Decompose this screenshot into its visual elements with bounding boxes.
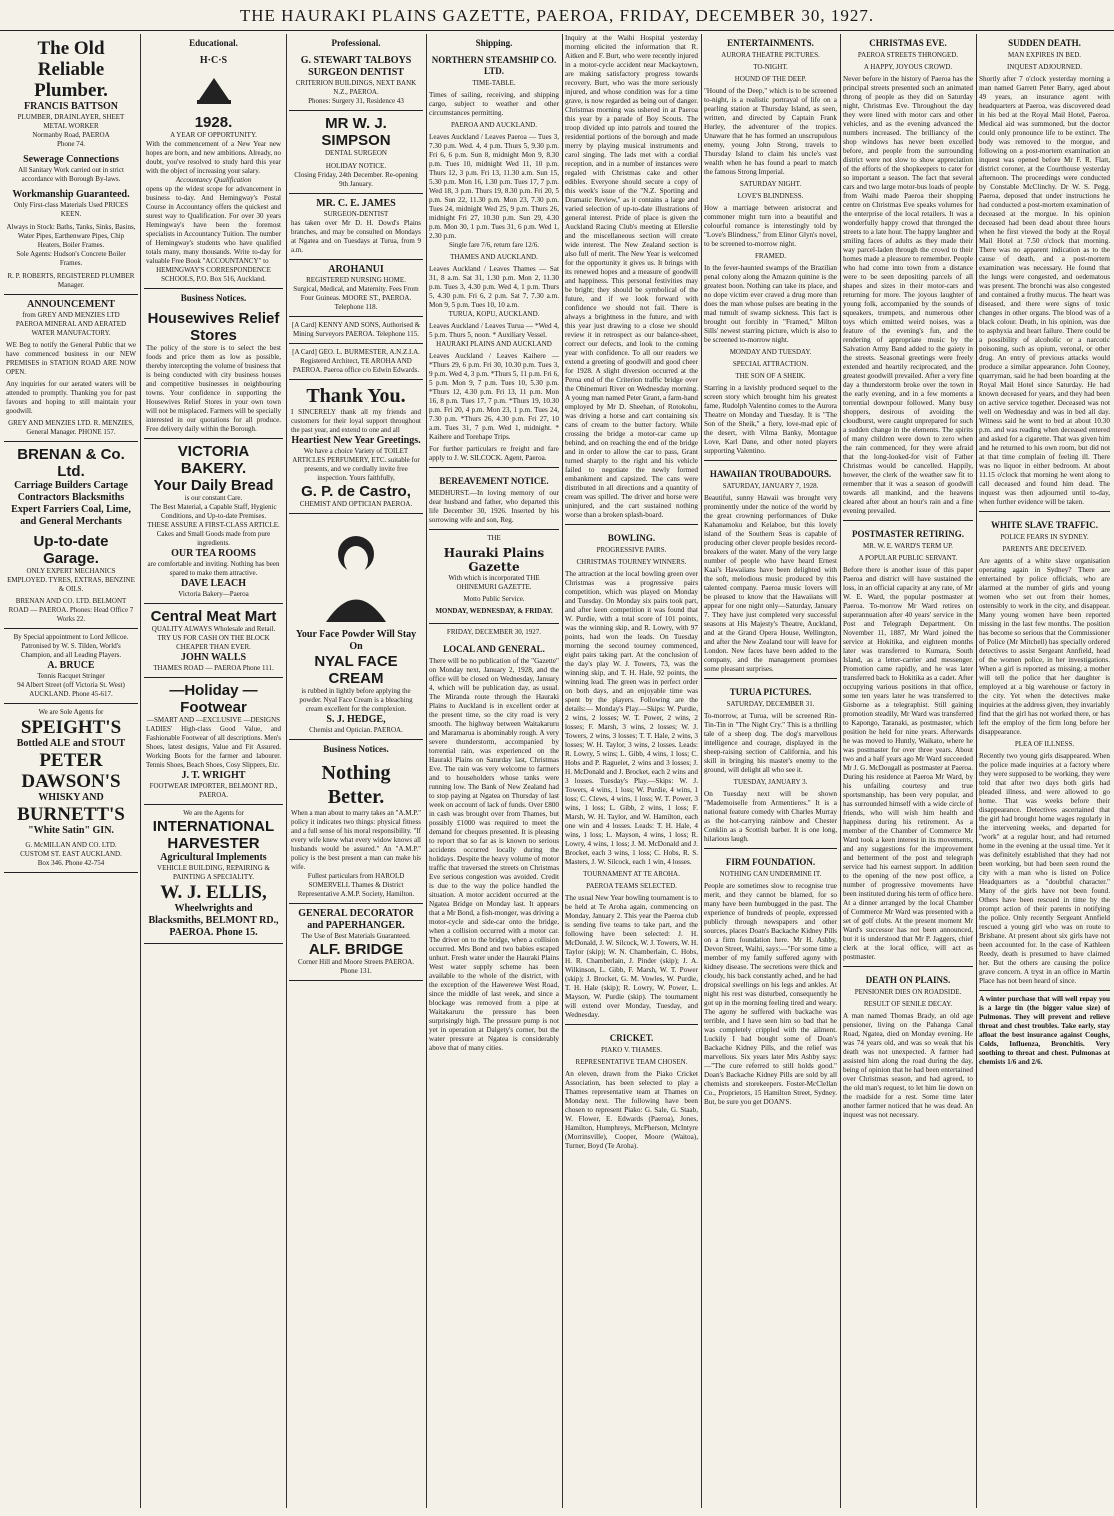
thank-you-text-2: We have a choice Variety of TOILET ARTICLES PERFUMERY, ETC. suitable for presents, and we cordially invite free inspection. Yours faithfully, xyxy=(292,447,420,482)
christmas-eve-text: Never before in the history of Paeroa has the principal streets presented such an animated throng of people as they did on Saturday night, Christmas Eve. Throughout the day they were lined with motor cars and other vehicles, and as the evening advanced the numbers increased. The brilliancy of the shop windows has never been excelled before, and people from the surrounding district were not slow to show appreciation of the efforts of the shopkeepers to cater for so important a season. The fact that several cars and two large motor-bus loads of people from Waihi made Paeroa their shopping centre on Christmas Eve speaks volumes for the enterprise of the local retailers. It was a wonderfully happy crowd that thronged the streets to a late hour. The happy laughter and smiling faces of adults as they made their way parcel-laden through the crowd to their homes made a pleasure to remember. People who had come into town from a distance were to be seen depositing parcels of all shapes and sizes in their motor-cars and returning for more. The joyous laughter of young folk, accompanied by the sounds of squeakers, trumpets, and numerous other toys which emitted weird noises, was a feature of the evening's fun, and the rendering of appropriate music by the Salvation Army Band added to the gaiety in the streets. Seasonal greetings were freely extended and heartily reciprocated, and the greatest goodwill prevailed. After a very fine day a thunderstorm broke over the town in the early evening, and in a few moments a torrential downpour followed. Many busy shoppers, desirous of avoiding the cloudburst, were caught unprepared for such a sudden change in the elements. The spirits of many children were down to zero when the rain commenced, for they were afraid that the long-looked-for visit of Father Christmas would be cancelled. Happily, however, the clerk of the weather saw fit to remember that it was a season of goodwill towards all mankind, and the heavens cleared after about an hour's rain and a fine evening prevailed. xyxy=(843,75,973,515)
relief-stores-ad xyxy=(144,306,283,439)
police-fears: POLICE FEARS IN SYDNEY. xyxy=(1000,533,1089,541)
business-notices-header: Business Notices. xyxy=(180,293,247,303)
wright-name: J. T. WRIGHT xyxy=(181,770,246,781)
route-turua-times: Leaves Auckland / Leaves Turua — *Wed 4, 5 p.m. Thurs 5, noon. * Auxiliary Vessel. xyxy=(429,322,559,339)
dawsons-title: PETER DAWSON'S xyxy=(21,750,121,792)
route-thames-auckland: THAMES AND AUCKLAND. xyxy=(450,253,538,261)
thank-you-text: I SINCERELY thank all my friends and customers for their loyal support throughout the past year, and extend to one and all xyxy=(291,408,421,434)
tea-rooms-title: OUR TEA ROOMS xyxy=(171,548,256,559)
nyal-title: NYAL FACE CREAM xyxy=(314,653,398,687)
accountancy-sub: Accountancy Qualification xyxy=(175,176,252,184)
gazette-the: THE xyxy=(487,534,501,542)
loves-blindness: LOVE'S BLINDNESS. xyxy=(737,192,804,200)
route-hauraki-times: Leaves Auckland / Leaves Kaihere — *Thurs 29, 6 p.m. Fri 30, 10.30 p.m. Tues 3, 9 p.m. Wed 4, 3 p.m. *Thurs 5, 11 p.m. Fri 6, 5 p.m. Mon 9, 7 p.m. Tues 10, 5.30 p.m. *Thurs 12, 4.30 p.m. Fri 13, 11 p.m. Mon 16, 8 p.m. Tues 17, 7 p.m. *Thurs 19, 10.30 p.m. Fri 20, 4 p.m. Mon 23, 1 p.m. Tues 24, 7.30 p.m. *Thurs 26, 4.30 p.m. Fri 27, 10 a.m. Tues 31, 7 p.m. Wed 1, midnight. * Kaihere and Torehape Trips. xyxy=(429,352,559,441)
plumber-title: The Old Reliable Plumber. xyxy=(34,38,108,101)
piako-thames: PIAKO V. THAMES. xyxy=(600,1046,663,1054)
turua-text: To-morrow, at Turua, will be screened Rin-Tin-Tin in "The Night Cry." This is a thrilling tale of a sheep dog. The dog's marvellous intelligence and courage, displayed in the sheep-raising section of California, and his skill in bringing his master's enemy to the ground, will delight all who see it. xyxy=(704,712,837,774)
educational-header: Educational. xyxy=(189,38,238,48)
column-5 xyxy=(565,34,698,1508)
column-rule xyxy=(426,34,427,1508)
talboys-name: G. STEWART TALBOYS SURGEON DENTIST xyxy=(300,55,412,78)
education-text-2: opens up the widest scope for advancement in business to-day. And Hemingway's Postal Course in Accountancy offers the quickest and surest way to Qualification. For over 30 years Hemingway's have been the foremost specialists in Accountancy Tuition. The number of Hemingway's students who have qualified totals many, many thousands. Write to-day for valuable Free Book "ACCOUNTANCY" to xyxy=(146,185,281,265)
death-plains-header: DEATH ON PLAINS. xyxy=(865,975,951,985)
garage-text: ONLY EXPERT MECHANICS EMPLOYED. TYRES, EXTRAS, BENZINE & OILS. xyxy=(7,567,135,593)
arohanui-ad xyxy=(289,260,423,317)
bowling-header: BOWLING. xyxy=(607,533,656,543)
woman-portrait-illustration xyxy=(296,522,416,622)
talboys-address: CRITERION BUILDINGS, NEXT BANK N.Z., PAEROA. xyxy=(295,79,417,96)
daily-bread: Your Daily Bread xyxy=(153,477,274,494)
castro-sub: CHEMIST AND OPTICIAN PAEROA. xyxy=(299,500,413,508)
speights-title: SPEIGHT'S xyxy=(20,717,122,738)
parents-deceived: PARENTS ARE DECEIVED. xyxy=(1002,545,1087,553)
bruce-ad xyxy=(4,629,138,704)
firm-foundation-header: FIRM FOUNDATION. xyxy=(725,857,816,867)
pulmonas-ad: A winter purchase that will well repay you is a large tin (the bigger value size) of Pulmonas. They will prevent and relieve throat and chest troubles. Take early, stay afloat the best insurance against Coughs, Colds, Influenza, Bronchitis. Very soothing to throat and chest. Pulmonas at chemists 1/6 and 2/6. xyxy=(979,995,1110,1066)
james-ad xyxy=(289,194,423,260)
plumber-manager: R. P. ROBERTS, REGISTERED PLUMBER Manager. xyxy=(7,272,135,289)
decorator-title: GENERAL DECORATOR and PAPERHANGER. xyxy=(298,908,414,931)
cricket-text: An eleven, drawn from the Piako Cricket Association, has been selected to play a Thames representative team at Thames on Monday next. The following have been chosen to represent Piako: G. Sale, G. Staab, W. Flower, E. Edwards (Paeroa), Jones, Hamilton, Humphreys, McPherson, McIntyre (Morrinsville), Cooper, Moore (Waitoa), Turner, Boyd (Te Aroha). xyxy=(565,1070,698,1150)
harvester-ad xyxy=(144,805,283,944)
arohanui-title: AROHANUI xyxy=(328,264,384,275)
sole-agents: Sole Agents: Hudson's Concrete Boiler Frames. xyxy=(16,250,126,267)
plumber-ad xyxy=(4,34,138,295)
column-1 xyxy=(4,34,138,1508)
year-sub: A YEAR OF OPPORTUNITY. xyxy=(170,131,257,139)
bereavement-text: MEDHURST.—In loving memory of our dear husband and father, who departed this life December 30, 1926. Inserted by his sorrowing wife and son, Reg. xyxy=(429,489,559,524)
sewerage-text: All Sanitary Work carried out in strict accordance with Borough By-laws. xyxy=(18,166,124,183)
hawaiian-header: HAWAIIAN TROUBADOURS. xyxy=(709,469,832,479)
simpson-name: MR W. J. SIMPSON xyxy=(321,115,391,149)
gazette-title: Hauraki Plains Gazette xyxy=(443,546,545,574)
sudden-death-header: SUDDEN DEATH. xyxy=(1008,38,1081,48)
aurora-theatre: AURORA THEATRE PICTURES. xyxy=(721,51,820,59)
framed-title: FRAMED. xyxy=(755,252,786,260)
workmanship-text: Only First-class Materials Used PRICES KEEN. xyxy=(13,201,129,218)
burnetts-title: BURNETT'S xyxy=(17,804,125,825)
brenan-title: BRENAN & Co. Ltd. xyxy=(17,446,125,480)
year-title: 1928. xyxy=(194,114,233,131)
somervell-text: Fullest particulars from HAROLD SOMERVELL Thames & District Representative A.M.P. Society, Hamilton. xyxy=(297,872,415,898)
meat-mart-text: QUALITY ALWAYS Wholesale and Retail. TRY US FOR CASH ON THE BLOCK CHEAPER THAN EVER. xyxy=(151,625,276,651)
cricket-header: CRICKET. xyxy=(609,1033,654,1043)
saturday-night: SATURDAY NIGHT. xyxy=(739,180,802,188)
column-6 xyxy=(704,34,837,1508)
talboys-phone: Phones: Surgery 31, Residence 43 xyxy=(308,97,404,105)
simpson-sub: DENTAL SURGEON xyxy=(325,149,387,157)
bread-text-2: THESE ASSURE A FIRST-CLASS ARTICLE. xyxy=(147,521,280,529)
james-sub: SURGEON-DENTIST xyxy=(323,210,389,218)
monday-tuesday: MONDAY AND TUESDAY. xyxy=(729,348,812,356)
streets-thronged: PAEROA STREETS THRONGED. xyxy=(857,51,959,59)
hound-title: HOUND OF THE DEEP. xyxy=(734,75,807,83)
route-paeroa-times: Leaves Auckland / Leaves Paeroa — Tues 3, 7.30 p.m. Wed. 4, 4 p.m. Thurs 5, 9.30 p.m. Fri 6, 6 p.m. Sun 8, midnight Mon 9, 8.30 p.m. Tues 10, midnight Wed 11, 10 p.m. Thurs 12, 3 p.m. Fri 13, 11.30 a.m. Sun 15, 5.30 p.m. Mon 16, 1.30 p.m. Tues 17, 7 p.m. Wed 18, 3 p.m. Thurs 19, 8.30 p.m. Fri 20, 5 p.m. Sun 22, 11.30 p.m. Mon 23, 7.30 p.m. Tues 24, midnight Wed 25, 9 p.m. Thurs 26, midnight Fri 27, 10.30 p.m. Sun 29, 4.30 p.m. Mon 30, 1 p.m. Tues 31, 6 p.m. Wed 1, 2.30 p.m. xyxy=(429,133,559,240)
firm-foundation-sub: NOTHING CAN UNDERMINE IT. xyxy=(719,870,822,878)
ellis-sub: Wheelwrights and Blacksmiths, BELMONT RD., PAEROA. Phone 15. xyxy=(148,903,279,938)
tourney-winners: CHRISTMAS TOURNEY WINNERS. xyxy=(576,558,687,566)
leach-name: DAVE LEACH xyxy=(180,578,247,589)
mcmillan-box: Box 346. Phone 42-754 xyxy=(37,859,105,867)
victoria-bakery-ad xyxy=(144,439,283,604)
relief-stores-title: Housewives Relief Stores xyxy=(147,310,280,344)
bereavement-header: BEREAVEMENT NOTICE. xyxy=(439,476,549,486)
announcement-ad xyxy=(4,295,138,442)
progressive-pairs: PROGRESSIVE PAIRS. xyxy=(596,546,667,554)
hedge-sub: Chemist and Optician. PAEROA. xyxy=(309,726,403,734)
walls-name: JOHN WALLS xyxy=(180,652,247,663)
column-rule xyxy=(286,34,287,1508)
garage-title: Up-to-date Garage. xyxy=(33,533,109,567)
brenan-ad xyxy=(4,442,138,629)
workmanship-title: Workmanship Guaranteed. xyxy=(12,189,130,200)
footwear-title: —Holiday —Footwear xyxy=(169,682,258,716)
nursing-title: REGISTERED NURSING HOME. xyxy=(306,276,406,284)
footwear-sub: —SMART AND —EXCLUSIVE —DESIGNS xyxy=(146,716,281,724)
james-text: has taken over Mr D. H. Dowd's Plains branches, and may be consulted on Mondays at Ngatea and on Tuesdays at Turua, from 9 a.m. xyxy=(291,219,421,254)
shipping-text: Times of sailing, receiving, and shipping cargo, subject to weather and other circumstances permitting. xyxy=(429,91,559,117)
bowling-text: The attraction at the local bowling green over Christmas was a progressive pairs competition, which was played on Monday and Tuesday. On Monday six pairs took part, and after keen competition it was found that W. Purdie, with a total score of 101 points, was the winning skip, and R. Lowry, with 97 points, had won the leads. On Tuesday morning the second tourney commenced, eight pairs taking part. At the conclusion of the day's play W. J. Towers, 73, was the winning skip, and T. H. Hale, 92 points, the winning lead. The green was in perfect order on both days, and an enjoyable time was spent by the players. Following are the details:— Monday's Play.—Skips: W. Purdie, 2 wins, 2 losses; W. T. Power, 2 wins, 2 losses; F. Marsh, 3 wins, 2 losses; W. J. Towers, 2 wins, 3 losses; T. T. Hale, 2 wins, 3 losses; W. H. Taylor, 3 wins, 2 losses. Leads: R. Lowry, 5 wins; L. Gibb, 4 wins, 1 loss; C. Hobs and P. Raguelet, 2 wins and 3 losses; J. H. McDonald and J. Brocket, each 2 wins and 3 losses. Tuesday's Play.—Skips: W. J. Towers, 4 wins, 1 loss; W. Purdie, 4 wins, 1 loss; C. Clews, 4 wins, 1 loss; W. T. Power, 3 wins, 1 loss; L. Gibb, 2 wins, 1 loss; F. Marsh, W. H. Taylor, and W. Hamilton, each one win and 4 losses. Leads: T. H. Hale, 4 wins, 1 loss; L. Mayson, 4 wins, 1 loss; R. Lowry, 4 wins, 1 loss; J. M. McDonald and J. Brocket, each 3 wins, 1 loss; C. Hobs, R. S. Masters, J. W. Silcock, each 1 win, 4 losses. xyxy=(565,570,698,866)
column-rule xyxy=(840,34,841,1508)
education-text: With the commencement of a New Year new hopes are born, and new ambitions. Already, no doubt, you've resolved to study hard this year with the object of increasing your salary. xyxy=(146,140,281,175)
nothing-better-title: Nothing Better. xyxy=(321,762,391,808)
masthead: THE HAURAKI PLAINS GAZETTE, PAEROA, FRIDAY, DECEMBER 30, 1927. xyxy=(0,6,1114,31)
implements-text: Agricultural Implements xyxy=(160,852,267,863)
postmaster-sub: MR. W. E. WARD'S TERM UP. xyxy=(863,542,953,550)
timetable-title: TIME-TABLE. xyxy=(472,79,516,87)
nursing-text: Surgical, Medical, and Maternity. Fees From Four Guineas. MOORE ST., PAEROA. Telephone 118. xyxy=(293,285,419,311)
hemingway-ad xyxy=(144,51,283,289)
hawaiian-date: SATURDAY, JANUARY 7, 1928. xyxy=(722,482,819,490)
bridge-address: Corner Hill and Moore Streets PAEROA. Phone 131. xyxy=(297,958,414,975)
turua-header: TURUA PICTURES. xyxy=(729,687,812,697)
route-hauraki-auckland: HAURAKI PLAINS AND AUCKLAND xyxy=(436,340,552,348)
kenny-ad xyxy=(289,317,423,344)
te-aroha-text: The usual New Year bowling tournament is to be held at Te Aroha again, commencing on Monday, January 2. This year the Paeroa club is sending five teams to take part, and the following have been selected: J. H. McDonald, J. W. Silcock, W. J. Towers, W. H. Taylor (skip); W. N. Chamberlain, C. Hobs, H. R. Chamberlain, J. Pinder (skip); J. A. Wilkinson, L. Gibb, F. Marsh, W. T. Power (skip); J. Brocket, G. M. Vowles, W. Purdie, T. H. Hale (skip); R. Lowry, W. Power, L. Mayson, W. Purdie (skip). The tournament will extend over Monday, Tuesday, and Wednesday. xyxy=(565,894,698,1019)
paeroa-teams: PAEROA TEAMS SELECTED. xyxy=(586,882,677,890)
column-rule xyxy=(140,34,141,1508)
column-8 xyxy=(979,34,1110,1508)
bridge-name: ALF. BRIDGE xyxy=(308,941,404,958)
local-general-text: There will be no publication of the "Gazette" on Monday next, January 2, 1928, and the office will be closed on Wednesday, January 4, which will be publication day, as usual. The Miranda route through the Hauraki Plains to Auckland is in excellent order at the present time, so the city road is very smooth. The highway between Waitakaruru and Maramarua is abominably rough. A very severe thunderstorm, accompanied by torrential rain, was experienced on the Hauraki Plains on Saturday last, Christmas Eve. The rain was very welcome to farmers and to householders whose tanks were running low. The Bank of New Zealand had to stop paying at Ngatea on Thursday of last week on account of lack of funds. Over £800 in cash was brought over from Thames, but possibly £1000 was required to meet the demand for cheques presented. It is pleasing to report that so far as is known no serious accidents occurred locally during the holidays. Despite the heavy volume of motor traffic that traversed the streets on Christmas Eve serious congestion was avoided. Credit is due to the way the police handled the situation. A motor accident occurred at the Ngatea Bridge on Monday last. It appears that a Mr Bond, a fish-monger, was driving a motor-cycle and side-car onto the bridge, when a collision occurred with a motor car. The driver on to the bridge, when a collision occurred. Mrs Bond and two babies escaped unhurt. Fresh water under the Hauraki Plains West water supply scheme has been available to the whole of the district, with the exception of the Hawerewe West Road, since the middle of last week, and since a blockage was removed from a pipe at Waitakaruru the pressure has been surprisingly high. The pressure pump is not yet in operation at Dalgety's corner, but the water pressure at Ngatea is considerably above that of many cities. xyxy=(429,657,559,1052)
castro-name: G. P. de Castro, xyxy=(301,483,411,500)
hcs-emblem-icon xyxy=(189,70,239,108)
inquest-adjourned: INQUEST ADJOURNED. xyxy=(1007,63,1082,71)
daily-bread-sub: is our constant Care. xyxy=(184,494,243,502)
sewerage-title: Sewerage Connections xyxy=(23,154,119,165)
local-news-text: Inquiry at the Waihi Hospital yesterday morning elicited the information that R. Aitken and F. Burt, who were recently injured in a motor-cycle accident near Mackaytown, are making satisfactory progress towards recovery. Burt, who was the more seriously injured, and whose condition was for a time grave, is now regarded as being out of danger. Christmas morning was ushered in at Paeroa this year by a parade of Boy Scouts. The troop divided up into patrols and toured the residential portions of the borough and made merry by playing musical instruments and carol singing. The lads met with a cordial reception, and in a number of instances were regaled with Christmas cake and other edibles. Everyone should secure a copy of this week's issue of the "N.Z. Sporting and Dramatic Review," as it contains a large and varied selection of up-to-date illustrations of general interest. Pride of place is given the Auckland Racing Club's meeting at Ellerslie and the miscellaneous section will create wide interest. The New Zealand section is also full of merit. The New Year is welcomed for the opportunity it gives us. It brings with its renewed hopes and a measure of goodwill and happiness. This personal festivities may be bright; they should be symbolical of the future, and if we look forward with confidence we should not fail. There is always a brightness in the future, and with this year just drawing to a close we should review it in retrospect as our balance-sheet, correct our defects, and look to the coming year with confidence. To all our readers we extend a greeting of goodwill and good cheer for 1928. A slight diversion occurred at the Peroa end of the Criterion traffic bridge over the Ohinemuri River on Wednesday morning. A young man named Peter Grant, a farm-hand employed by Mr D. Sheehan, of Rotokohu, was driving a horse and cart containing six cans of cream to the butter factory. While crossing the bridge a motor-car came up behind, and on reaching the end of the bridge and in order to allow the car to pass, Grant turned sharply to the right and his vehicle failed to negotiate the newly formed embankment and capsized. The cans were distributed in all directions and a quantity of cream was spilled. The driver and horse were uninjured, and the cart sustained nothing worse than a broken splash-board. xyxy=(565,34,698,519)
expires-in-bed: MAN EXPIRES IN BED. xyxy=(1007,51,1082,59)
bruce-address: 94 Albert Street (off Victoria St. West) AUCKLAND. Phone 45-617. xyxy=(17,681,125,698)
column-rule xyxy=(701,34,702,1508)
happy-crowd: A HAPPY, JOYOUS CROWD. xyxy=(863,63,953,71)
mcmillan-name: G. McMILLAN AND CO. LTD. xyxy=(25,841,117,849)
tea-rooms-text: are comfortable and inviting. Nothing has been spared to make them attractive. xyxy=(147,560,280,577)
leach-sub: Victoria Bakery—Paeroa xyxy=(178,590,249,598)
simpson-ad xyxy=(289,111,423,194)
sheik-text: Starring in a lavishly produced sequel to the screen story which brought him his greatest fame, Rudolph Valentino comes to the Aurora Theatre on Monday and Tuesday. It is "The Son of the Sheik," a fiery, love-mad epic of the desert, with Vilma Banky, Montague Love, Karl Dane, and other noted players supporting Valentino. xyxy=(704,384,837,455)
kenny-text: [A Card] KENNY AND SONS, Authorised & Mining Surveyors PAEROA. Telephone 115. xyxy=(291,321,421,338)
white-slave-text: Are agents of a white slave organisation operating again in Sydney? There are entertained by police officials, who are alarmed at the number of girls and young women who set out from their homes, ostensibly to work in the city, and disappear. Many young women have been reported missing in the last few months. The position has become so serious that the Commissioner of Police (Mr Mitchell) has specially ordered detectives to assist Sergeant Annfield, head of the women police, in her investigations. When a girl is reported as missing, a mother will tell the police that her daughter is employed at a big warehouse or factory in the city. Yet when the detectives make inquiries at the address given, they invariably find that the girl has not worked there, or has left the employ of the firm long before her disappearance. xyxy=(979,557,1110,736)
route-turua-auckland: TURUA, KOPU, AUCKLAND. xyxy=(448,310,540,318)
relief-stores-text: The policy of the store is to select the best foods and price them as low as possible, thereby intercepting the volume of business that is being conducted with city business houses and competitive businesses in neighbouring towns. Your confidence in supporting the Housewives Relief Stores in your own town will not be misplaced. Farmers will be specially interested in our quotations for all produce. Free delivery daily within the Borough. xyxy=(146,344,281,433)
white-slave-header: WHITE SLAVE TRAFFIC. xyxy=(991,520,1098,530)
column-3 xyxy=(289,34,423,1508)
announcement-signature: GREY AND MENZIES LTD. R. MENZIES, General Manager. PHONE 157. xyxy=(8,419,134,436)
shipping-header: Shipping. xyxy=(475,38,513,48)
walls-address: THAMES ROAD — PAEROA Phone 111. xyxy=(153,664,274,672)
son-of-sheik: THE SON OF A SHEIK. xyxy=(735,372,806,380)
brenan-services: Carriage Builders Cartage Contractors Blacksmiths Expert Farriers Coal, Lime, and General Merchants xyxy=(11,480,131,527)
bread-text: The Best Material, a Capable Staff, Hygienic Conditions, and Up-to-date Premises. xyxy=(150,503,277,520)
footwear-text: LADIES' High-class Good Value, and Fashionable Footwear of all descriptions. Men's Shoes, latest designs, Value and Fit Assured. Working Boots for the farmer and labourer. Tennis Shoes, Beach Shoes, Cosy Slippers, Etc. xyxy=(146,725,281,769)
christmas-eve-header: CHRISTMAS EVE. xyxy=(869,38,947,48)
wright-sub: FOOTWEAR IMPORTER, BELMONT RD., PAEROA. xyxy=(149,782,278,799)
holiday-notice: HOLIDAY NOTICE. xyxy=(325,162,387,170)
burmester-text: [A Card] GEO. L. BURMESTER, A.N.Z.I.A. Registered Architect, TE AROHA AND PAEROA. Paeroa office c/o Edwin Edwards. xyxy=(292,348,420,374)
route-thames-times: Leaves Auckland / Leaves Thames — Sat 31, 8 a.m. Sat 31, 1.30 p.m. Mon 2, 11.30 p.m. Tues 3, 4.30 p.m. Wed 4, 1 p.m. Thurs 5, 4.30 p.m. Fri 6, 2 p.m. Sat 7, 7.30 a.m. Mon 9, 5 p.m. Tues 10, 10 a.m. xyxy=(429,265,559,309)
plumber-phone: Phone 74. xyxy=(57,140,85,148)
whisky-text: WHISKY AND xyxy=(38,792,104,803)
public-servant: A POPULAR PUBLIC SERVANT. xyxy=(858,554,958,562)
plumber-name: FRANCIS BATTSON xyxy=(24,101,118,112)
nyal-ad xyxy=(289,514,423,740)
entertainments-header: ENTERTAINMENTS. xyxy=(727,38,814,48)
column-4 xyxy=(429,34,559,1508)
plea-text: Recently two young girls disappeared. When the police made inquiries at a factory where they were supposed to be working, they were told that after two days both girls had pleaded illness, and were allowed to go home. That was weeks before their disappearance. Detectives ascertained that the girl had brought home wages regularly in the intervening weeks, and departed for "work" at a regular hour, and had returned home in the evening at the usual time. Yet it was definitely established that they had not been working, but had been seen round the city with a man who is listed on Police Headquarters as a "doubtful character." Many of the girls have not been found. Others have been rescued in time by the prompt action of their parents in notifying the police. Only recently Sergeant Annfield rescued a young girl who was on route to Brisbane. At present about six girls have not been accounted for. In the case of Kathleen Reedy, death is presumed to have claimed her. But the others are causing the police grave concern. A tryst in an office in Martin Place has not been heard of since. xyxy=(979,752,1110,985)
postmaster-text: Before there is another issue of this paper Paeroa and district will have sustained the loss, in an official capacity at any rate, of Mr W. E. Ward, the popular postmaster at Paeroa. To-morrow Mr Ward retires on superannuation after 40 years' service in the Post and Telegraph Department. On November 11, 1887, Mr Ward joined the service at Hokitika, and eighteen months later was transferred to Kumara, South Island, as a letter-carrier and messenger. Promotion came rapidly, and he was later transferred back to Hokitika as a cadet. After occupying various positions in that office, some ten years later he was transferred to Gisborne as a telegraphist. Still gaining promotion steadily, Mr Ward was transferred to Kapongo, Taranaki, as postmaster, which position he held for nine years. Afterwards he was moved to Huntly, Waikato, where he was postmaster for over three years. About two and a half years ago Mr Ward succeeded Mr J. G. McDougall as postmaster at Paeroa. During his residence at Paeroa Mr Ward, by his unfailing courtesy and true sportsmanship, has been very popular, and has surrounded himself with a wide circle of friends, who will wish him health and happiness during his retirement. As a member of the Chamber of Commerce Mr Ward took a keen interest in its movements, and any suggestions for the improvement and betterment of the post and telegraph service had his earnest support. In addition to the opening of the new post office, a number of progressive movements have been instituted during his term of office here. At a dinner arranged by the local Chamber of Commerce Mr Ward was presented with a set of golf clubs. At the present moment Mr Ward's successor has not been announced, but it is understood that Mr P. Jaggers, chief clerk at the local office, will act as postmaster. xyxy=(843,566,973,961)
plea-of-illness: PLEA OF ILLNESS. xyxy=(1014,740,1075,748)
announcement-product: PAEROA MINERAL AND AERATED WATER MANUFACTORY. xyxy=(15,320,127,337)
amp-text: When a man about to marry takes an "A.M.P." policy it indicates two things: physical fitness and a full sense of his moral responsibility. "If every wife knew what every widow knows all husbands would be assured." An "A.M.P." policy is the best present a man can make his wife. xyxy=(291,809,421,871)
vehicle-text: VEHICLE BUILDING, REPAIRING & PAINTING A SPECIALITY. xyxy=(157,864,270,881)
hawaiian-text: Beautiful, sunny Hawaii was brought very prominently under the notice of the world by the great crowning performances of Duke Kahanamoku and Kelaboe, but this lovely island of the Southern Seas is capable of producing other clever people besides record-breakers of the water. Many of the very large number of people who have heard Ernest Kaai's Hawaiians have been delighted with the soft, melodious music produced by this talented company. Paeroa music lovers will be pleased to know that the Hawaiians will appear for one night only—Saturday, January 7. They have just completed very successful seasons at His Majesty's Theatre, Auckland, and at the Grand Opera House, Wellington, and after the New Zealand tour will leave for London. New faces have been added to the company, and the management promises some pleasant surprises. xyxy=(704,494,837,673)
bruce-text: By Special appointment to Lord Jellicoe. Patronised by W. S. Tilden, World's Champion, and all Leading Players. xyxy=(13,633,129,659)
burmester-ad xyxy=(289,344,423,380)
speights-ad xyxy=(4,704,138,873)
hemingway-signature: HEMINGWAY'S CORRESPONDENCE SCHOOLS, P.O. Box 516, Auckland. xyxy=(156,266,271,283)
te-aroha-tournament: TOURNAMENT AT TE AROHA. xyxy=(583,870,680,878)
postmaster-header: POSTMASTER RETIRING. xyxy=(851,529,965,539)
hcs-logo-letters: H·C·S xyxy=(199,55,228,66)
victoria-bakery-title: VICTORIA BAKERY. xyxy=(177,443,250,477)
bruce-trade: Tennis Racquet Stringer xyxy=(37,672,105,680)
death-plains-text: A man named Thomas Brady, an old age pensioner, living on the Pahanga Canal Road, Ngatea, died on Monday evening. He was 74 years old, and was so weak that his death was not unexpected. A farmer had assisted him along the road during the day, being of opinion that he had been entertained over Christmas season, and had agreed, to the old man's request, to let him lie down on the roadside for a rest. Some time later another farmer noticed that he was dead. An inquest was not necessary. xyxy=(843,1012,973,1119)
gazette-sub: With which is incorporated THE OHINEMURI GAZETTE. xyxy=(448,574,540,591)
meat-mart-ad xyxy=(144,604,283,678)
decorator-ad xyxy=(289,904,423,981)
sudden-death-text: Shortly after 7 o'clock yesterday morning a man named Garrett Peter Barry, aged about 49 years, an insurance agent with headquarters at Paeroa, was discovered dead in his bed at the Royal Mail Hotel, Paeroa. Medical aid was summoned, but the doctor could only pronounce life to be extinct. The body was removed to the morgue, and following on a post-mortem examination an inquest was opened before Mr F. R. Flatt, district coroner, at the Courthouse yesterday afternoon. The proceedings were conducted by Constable McClinchy. Dr W. S. Pegg, Paeroa, deposed that under instructions he had conducted a post-mortem examination of deceased at the morgue. In his opinion deceased had been dead about three hours when he first viewed the body at the Royal Mail Hotel at 7.50 o'clock that morning. There was no apparent indication as to the cause of death, and a post-mortem examination was necessary. He found that the lungs were congested, and oedematous was present. The bronchi was also congested and contained a frothy mucus. The heart was diseased, and there were signs of toxic changes in other organs. The blood was of a black colour. Death, in his opinion, was due to asphyxia and heart failure. There could be a possibility of alcoholic or a narcotic poisoning, such as opium, veronal, or other drug. An entry of previous attacks would produce a similar appearance. John Cooney, quarryman, said he had been boarding at the Royal Mail Hotel since Saturday. He had known deceased for years, and they had been on active service together. Deceased was not well on Wednesday and was in bed all day. Witness said he went to bed at about 10.30 p.m. and was reading when deceased entered and asked for a cigarette. That was given him and he returned to his own room, but did not at that time complain of feeling ill. There was no liquor in either bedroom. At about 11.15 o'clock that morning he went along to call deceased and found him dead. The inquest was then adjourned until to-day, when further evidence will be taken. xyxy=(979,75,1110,506)
gin-text: "White Satin" GIN. xyxy=(28,825,114,836)
pensioner-dies: PENSIONER DIES ON ROADSIDE. xyxy=(854,988,962,996)
column-2 xyxy=(144,34,283,1508)
announcement-from: from GREY AND MENZIES LTD xyxy=(22,311,120,319)
business-notices-header-2: Business Notices. xyxy=(323,744,389,754)
speights-intro: We are Sole Agents for xyxy=(38,708,104,716)
nyal-text: is rubbed in lightly before applying the powder. Nyal Face Cream is a bleaching cream excellent for the complexion. xyxy=(299,687,413,713)
closing-text: Closing Friday, 24th December. Re-opening 9th January. xyxy=(294,171,418,188)
column-7 xyxy=(843,34,973,1508)
agents-intro: We are the Agents for xyxy=(183,809,244,817)
powder-title: Your Face Powder Will Stay On xyxy=(295,629,417,652)
tonight-label: TO-NIGHT. xyxy=(753,63,788,71)
speights-sub: Bottled ALE and STOUT xyxy=(16,738,126,749)
route-paeroa-auckland: PAEROA AND AUCKLAND. xyxy=(451,121,537,129)
decorator-sub: The Use of Best Materials Guaranteed. xyxy=(301,932,411,940)
announcement-title: ANNOUNCEMENT xyxy=(27,299,115,310)
announcement-text-2: Any inquiries for our aerated waters will be attended to promptly. Thanking you for past favours and hoping to still maintain your goodwill. xyxy=(6,380,136,415)
james-name: MR. C. E. JAMES xyxy=(316,198,396,209)
shipping-company: NORTHERN STEAMSHIP CO. LTD. xyxy=(431,55,557,76)
cakes-text: Cakes and Small Goods made from pure ingredients. xyxy=(156,530,271,547)
plumber-address: Normanby Road, PAEROA xyxy=(32,131,110,139)
ellis-name: W. J. ELLIS, xyxy=(160,882,267,903)
hedge-name: S. J. HEDGE, xyxy=(326,714,386,725)
column-rule xyxy=(976,34,977,1508)
loves-blindness-text: How a marriage between aristocrat and commoner might turn into a beautiful and colourful romance is interestingly told by "Love's Blindness," from Elinor Glyn's novel, to be screened to-morrow night. xyxy=(704,204,837,248)
tuesday-text: On Tuesday next will be shown "Mademoiselle from Armentieres." It is a national feature comedy with Charles Murray as the hot-carrying rainbow and Chester Conklin as a Scottish barber. It is one long, hilarious laugh. xyxy=(704,790,837,843)
amp-ad xyxy=(289,757,423,904)
talboys-ad xyxy=(289,51,423,111)
bruce-name: A. BRUCE xyxy=(47,660,95,671)
harvester-title: INTERNATIONAL HARVESTER xyxy=(152,818,275,852)
shipping-signature: For further particulars re freight and fare apply to J. W. SILCOCK. Agent, Paeroa. xyxy=(429,445,559,462)
mcmillan-address: CUSTOM ST. EAST AUCKLAND. xyxy=(20,850,122,858)
firm-foundation-text: People are sometimes slow to recognise true merit, and they cannot be blamed, for so many have been humbugged in the past. The experience of hundreds of people, expressed publicly through newspapers and other sources, places Doan's Backache Kidney Pills on a firm foundation here. Mr H. Ashby, Devon Street, Waihi, says:—"For some time a member of my family suffered agony with kidney disease. The secretions were thick and cloudy, his back constantly ached, and he had dropsical swellings on his legs and ankles. At night his rest was disturbed, consequently he got up in the morning feeling tired and weary. The agony he suffered with backache was terrible, and I have seen him so bad that he was completely crippled with the ailment. Luckily I had bought some of Doan's Backache Kidney Pills, and the relief was marvellous. Six years later Mrs Ashby says:—"The cure referred to still holds good." Doan's Backache Kidney Pills are sold by all chemists and storekeepers. Foster-McClellan Co., Proprietors, 15 Hamilton Street, Sydney. But, be sure you get DOAN'S. xyxy=(704,882,837,1106)
thank-you-sub: Heartiest New Year Greetings. xyxy=(291,435,421,446)
announcement-text: WE Beg to notify the General Public that we have commenced business in our NEW PREMISES in STATION ROAD ARE NOW OPEN. xyxy=(6,341,136,376)
footwear-ad xyxy=(144,678,283,805)
brenan-address: BRENAN AND CO. LTD. BELMONT ROAD — PAEROA. Phones: Head Office 7 Works 22. xyxy=(8,597,134,623)
thank-you-title: Thank You. xyxy=(306,385,406,407)
local-general-header: LOCAL AND GENERAL. xyxy=(443,644,545,654)
senile-decay: RESULT OF SENILE DECAY. xyxy=(863,1000,953,1008)
gazette-motto: Motto Public Service. xyxy=(463,595,525,603)
thank-you-ad xyxy=(289,380,423,514)
gazette-days: MONDAY, WEDNESDAY, & FRIDAY. xyxy=(435,607,553,615)
tuesday-date: TUESDAY, JANUARY 3. xyxy=(733,778,808,786)
rep-team: REPRESENTATIVE TEAM CHOSEN. xyxy=(575,1058,688,1066)
hound-text: "Hound of the Deep," which is to be screened to-night, is a realistic portrayal of life on a pearling station at Thursday Island, as seen, written, and directed by Captain Frank Hurley, the adventurer of the tropics. Unaware that he has formed an unscrupulous enemy, young John Strong, travels to Thursday Island to claim his uncle's vast wealth when he has found a pearl to match the famous Strong Imperial. xyxy=(704,87,837,176)
professional-header: Professional. xyxy=(331,38,381,48)
meat-mart-title: Central Meat Mart xyxy=(150,608,277,625)
column-rule xyxy=(562,34,563,1508)
plumber-trade: PLUMBER, DRAINLAYER, SHEET METAL WORKER xyxy=(17,113,125,130)
framed-text: In the fever-haunted swamps of the Brazilian penal colony along the Amazon quinine is the greatest boon. Nothing can take its place, and no dope victim ever craved a drug more than does the man whose pulses are beating in the mad tumult of swamp sickness. This fact is brought out forcibly in "Framed," Milton Sills' newest starring picture, which is also to be screened to-morrow night. xyxy=(704,264,837,344)
stock-text: Always in Stock: Baths, Tanks, Sinks, Basins, Water Pipes, Earthenware Pipes, Chip Heaters, Boiler Frames. xyxy=(6,223,136,249)
turua-date: SATURDAY, DECEMBER 31. xyxy=(726,700,815,708)
special-attraction: SPECIAL ATTRACTION. xyxy=(732,360,809,368)
gazette-dateline: FRIDAY, DECEMBER 30, 1927. xyxy=(446,628,542,636)
fare-text: Single fare 7/6, return fare 12/6. xyxy=(449,241,539,249)
